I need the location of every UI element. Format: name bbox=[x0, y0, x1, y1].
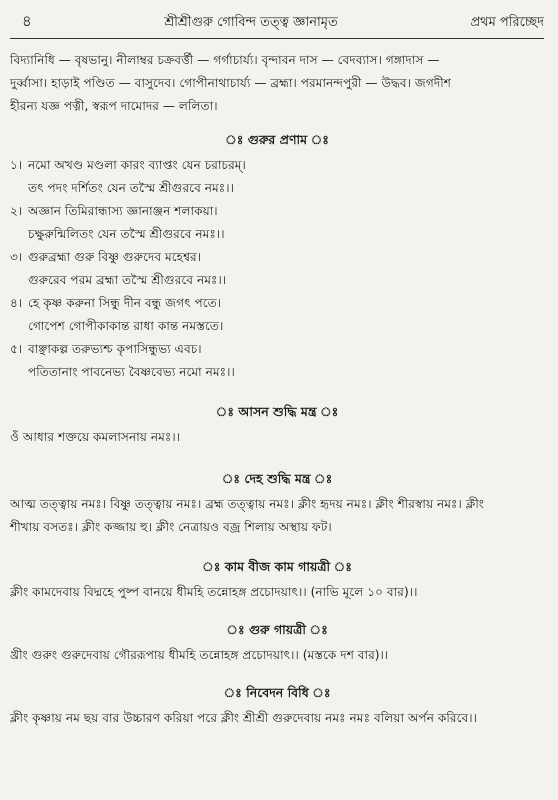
text-line: ক্লীং কৃষ্ণায় নম ছয় বার উচ্চারণ করিয়া পরে ক্লীং শ্রীশ্রী গুরুদেবায় নমঃ নমঃ বলিয়া অর্পন করিবে।। bbox=[10, 711, 477, 725]
text-line: খ্রীং গুরুং গুরুদেবায় গৌররূপায় ধীমহি তন্নোহঙ্গ প্রচোদয়াৎ।। (মস্তকে দশ বার)।। bbox=[10, 648, 389, 662]
item-number: ৩। bbox=[10, 250, 23, 264]
pranam-list bbox=[10, 154, 544, 384]
list-item bbox=[10, 292, 544, 338]
section-heading-kam-bij: ঃ কাম বীজ কাম গায়ত্রী ঃ bbox=[202, 559, 352, 574]
verse-line: চক্ষুরুন্মিলিতং যেন তস্মৈ শ্রীগুরবে নমঃ।। bbox=[28, 227, 225, 241]
item-number: ৫। bbox=[10, 342, 23, 356]
item-number: ৪। bbox=[10, 296, 23, 310]
page-header bbox=[10, 10, 544, 39]
verse-line: গুরুরেব পরম ব্রহ্মা তস্মৈ শ্রীগুরবে নমঃ।। bbox=[28, 273, 227, 287]
verse-line: গোপেশ গোপীকাকান্ত রাধা কান্ত নমস্ততে। bbox=[28, 319, 224, 333]
section-heading-asan-shuddhi: ঃ আসন শুদ্ধি মন্ত্র ঃ bbox=[215, 404, 339, 419]
section-heading-deha-shuddhi: ঃ দেহ শুদ্ধি মন্ত্র ঃ bbox=[221, 471, 333, 486]
list-item bbox=[10, 246, 544, 292]
page-number: ৪ bbox=[22, 12, 32, 30]
verse-line: অজ্ঞান তিমিরান্ধাস্য জ্ঞানাঞ্জন শলাকয়া। bbox=[28, 204, 218, 218]
list-item bbox=[10, 200, 544, 246]
verse-line: পতিতানাং পাবনেভ্য বৈষ্ণবেভ্য নমো নমঃ।। bbox=[28, 365, 235, 379]
verse-line: বাঞ্ছাকল্প তরুভ্যশ্চ কৃপাসিন্ধুভ্য এবচ। bbox=[28, 342, 202, 356]
text-line: হীরন্য যজ্ঞ পত্নী, স্বরূপ দামোদর — ললিতা। bbox=[10, 99, 218, 113]
section-heading-nivedan: ঃ নিবেদন বিধি ঃ bbox=[223, 685, 331, 700]
chapter-title: প্রথম পরিচ্ছেদ bbox=[470, 15, 544, 30]
list-item bbox=[10, 154, 544, 200]
verse-line: নমো অখণ্ড মণ্ডলা কারং ব্যাপ্তং যেন চরাচরম্। bbox=[28, 158, 246, 172]
intro-paragraph bbox=[10, 49, 544, 118]
text-line: আত্ম তত্ত্বায় নমঃ। বিষ্ণু তত্ত্বায় নমঃ। ব্রহ্ম তত্ত্বায় নমঃ। ক্লীং হৃদয় নমঃ। ক্লীং শীরস্বায় নমঃ। ক্লীং bbox=[10, 497, 485, 511]
text-line: বিদ্যানিধি — বৃষভানু। নীলাম্বর চক্রবর্ত্তী — গর্গাচার্য্য। বৃন্দাবন দাস — বেদব্যাস। গঙ্গাদাস — bbox=[10, 53, 440, 67]
text-line: ওঁ আধার শক্তয়ে কমলাসনায় নমঃ।। bbox=[10, 430, 181, 444]
list-item bbox=[10, 338, 544, 384]
item-number: ২। bbox=[10, 204, 23, 218]
item-number: ১। bbox=[10, 158, 23, 172]
verse-line: হে কৃষ্ণ করুনা সিন্ধু দীন বন্ধু জগৎ পতে। bbox=[28, 296, 222, 310]
verse-line: তৎ পদং দর্শিতং যেন তস্মৈ শ্রীগুরবে নমঃ।। bbox=[28, 181, 234, 195]
text-line: দুর্ব্বাসা। হাড়াই পণ্ডিত — বাসুদেব। গোপীনাথাচার্য্য — ব্রহ্মা। পরমানন্দপুরী — উদ্ধব। জগদীশ bbox=[10, 76, 451, 90]
section-heading-guru-gayatri: ঃ গুরু গায়ত্রী ঃ bbox=[226, 622, 328, 637]
text-line: ক্লীং কামদেবায় বিদ্মহে পুষ্প বানয়ে ধীমহি তন্নোহঙ্গ প্রচোদয়াৎ।। (নাভি মূলে ১০ বার)।। bbox=[10, 585, 418, 599]
section-heading-guru-pranam: ঃ গুরুর প্রণাম ঃ bbox=[225, 132, 329, 147]
text-line: শীখায় বসতঃ। ক্লীং কজ্জায় হু। ক্লীং নেত্রায়ও বজ্র শিলায় অস্থায় ফট। bbox=[10, 520, 332, 534]
verse-line: গুরুব্রহ্মা গুরু বিষ্ণু গুরুদেব মহেশ্বর। bbox=[28, 250, 202, 264]
book-title: শ্রীশ্রীগুরু গোবিন্দ তত্ত্ব জ্ঞানামৃত bbox=[164, 15, 338, 30]
